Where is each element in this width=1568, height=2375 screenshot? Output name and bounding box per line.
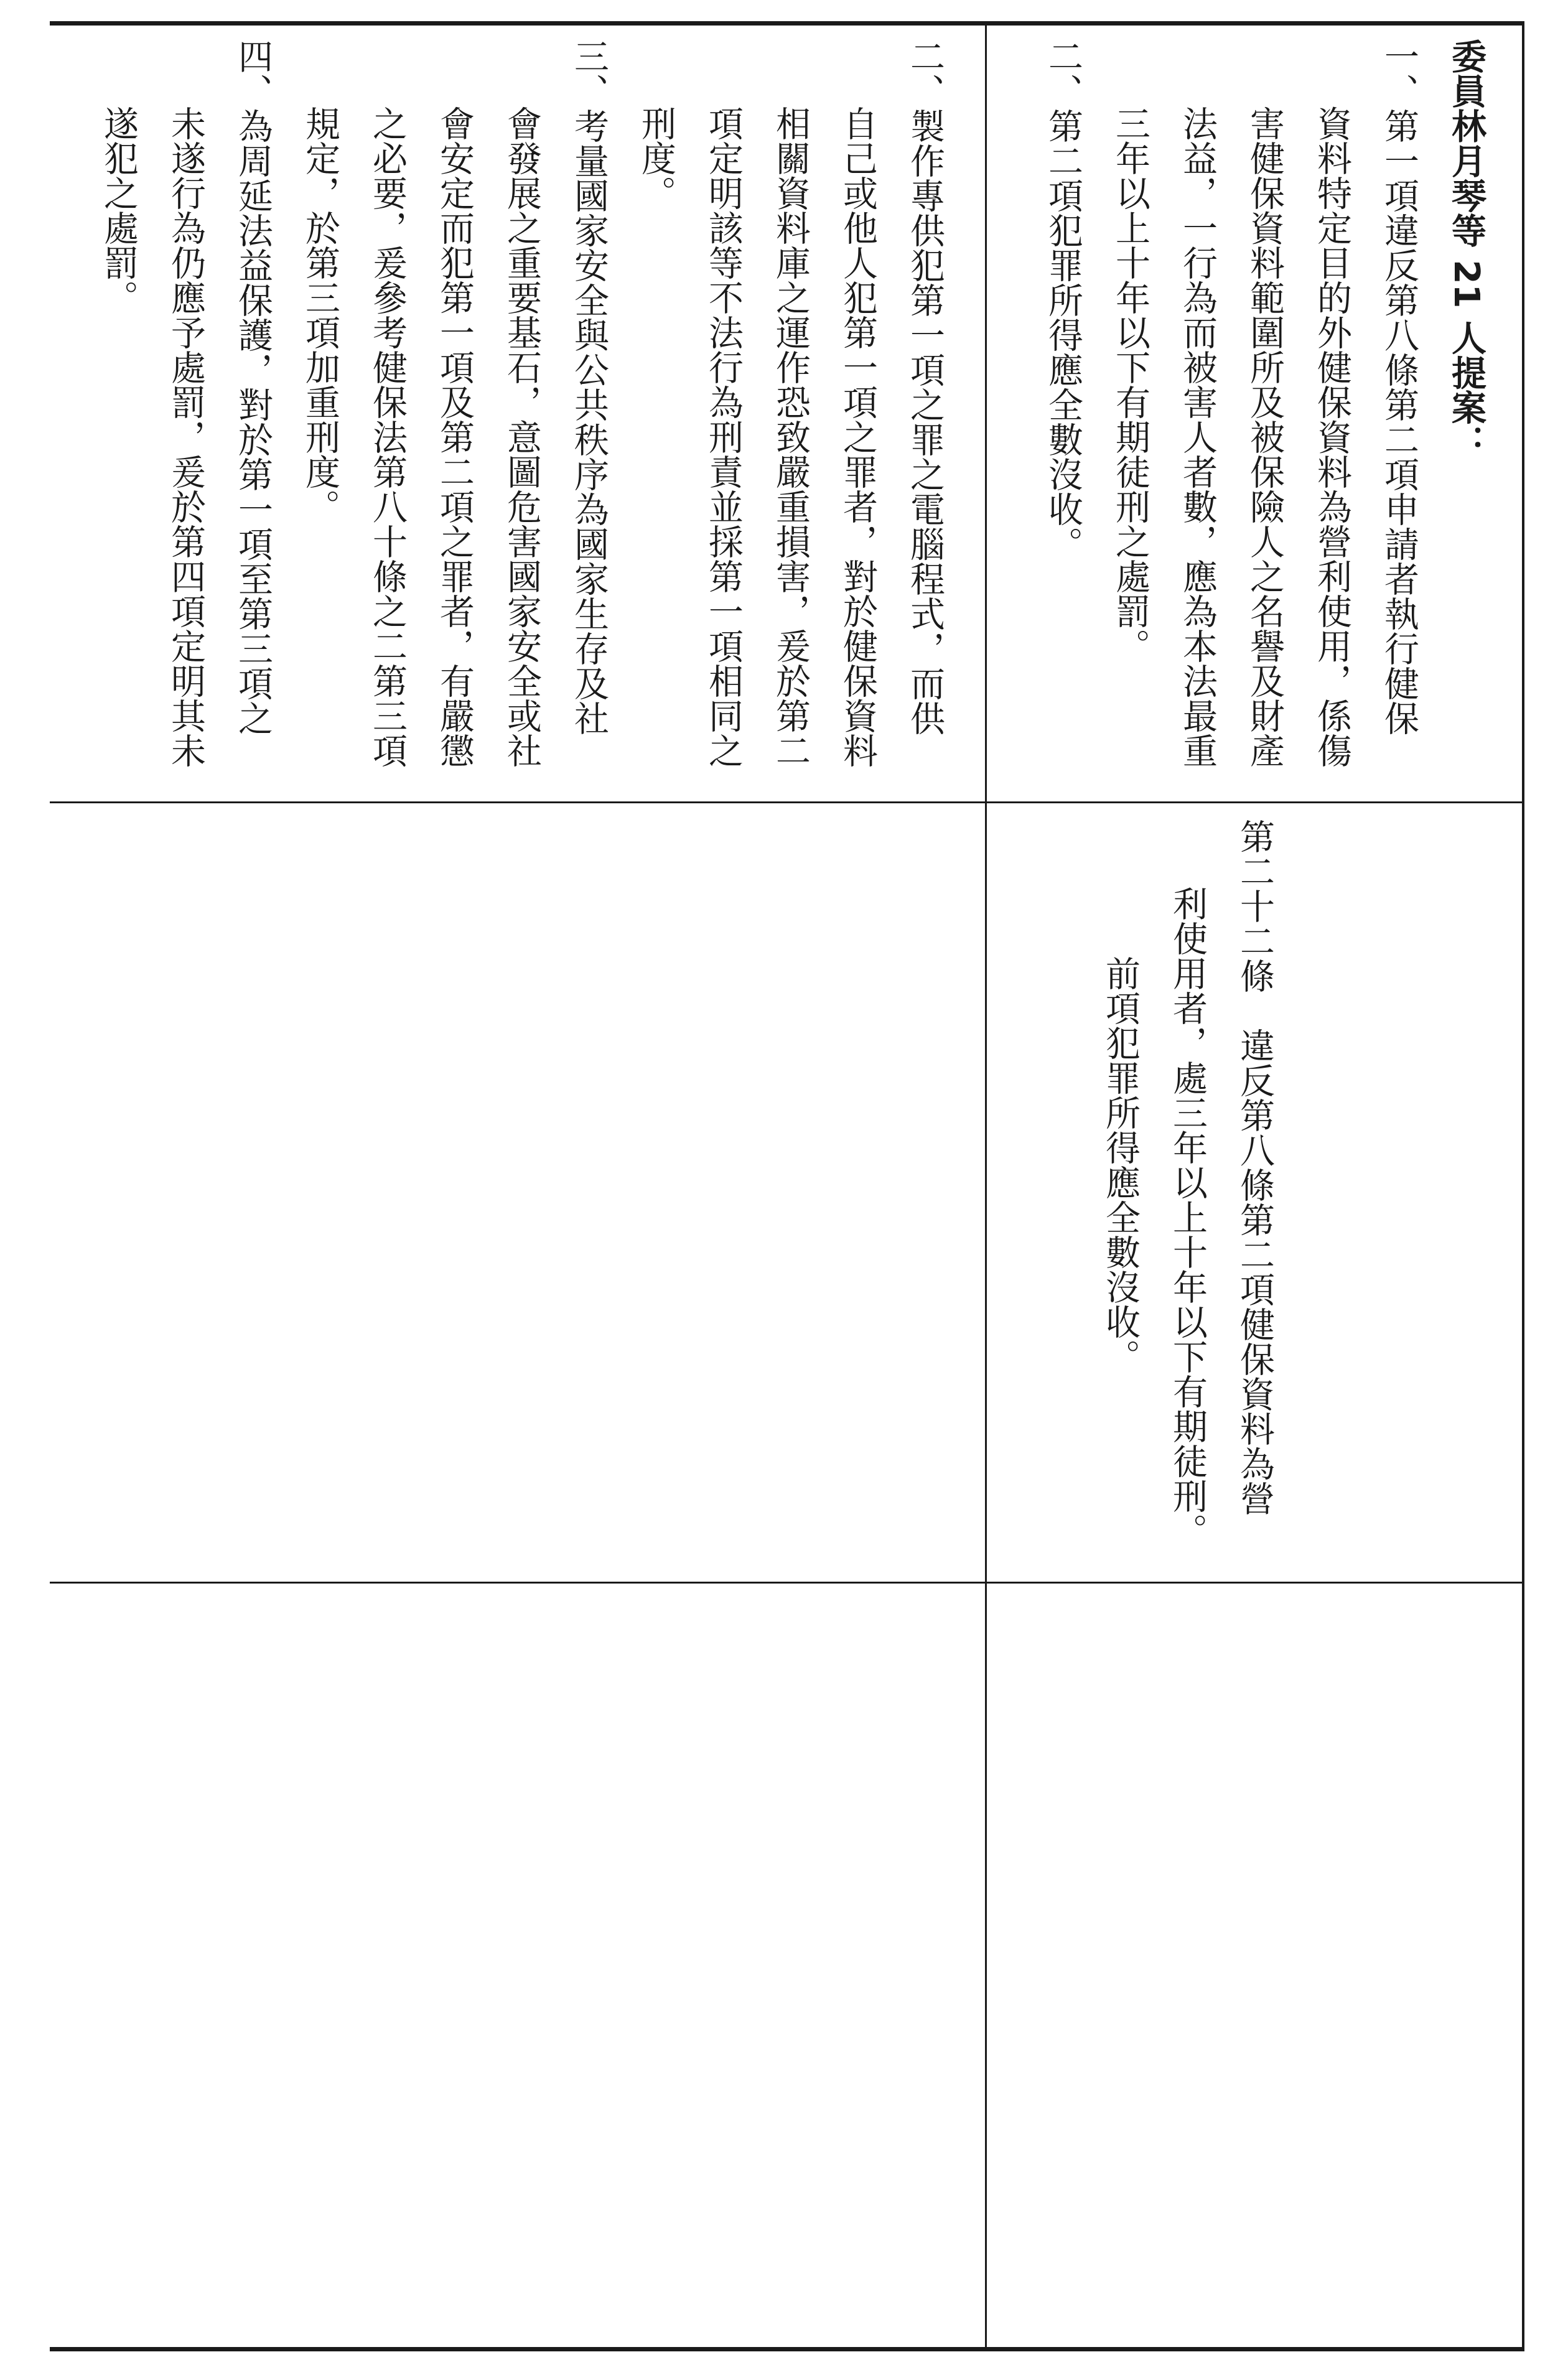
reason-line: 二、製作專供犯第一項之罪之電腦程式，而供 [905, 39, 945, 735]
article-line: 前項犯罪所得應全數沒收。 [1100, 956, 1141, 1374]
reason-line: 會安定而犯第一項及第二項之罪者，有嚴懲 [434, 106, 475, 768]
proposal-header: 委員林月琴等 21 人提案： [1446, 39, 1486, 460]
reason-line: 刑度。 [636, 106, 676, 210]
proposal-reason-line: 法益，一行為而被害人者數，應為本法最重 [1177, 106, 1218, 768]
article-line: 第二十二條 違反第八條第二項健保資料為營 [1234, 819, 1275, 1516]
article-line: 利使用者，處三年以上十年以下有期徒刑。 [1167, 886, 1208, 1548]
top-rule [50, 21, 1524, 26]
proposal-reason-line: 二、第二項犯罪所得應全數沒收。 [1043, 39, 1083, 561]
proposal-reason-cell [1002, 39, 1500, 785]
row-divider-1 [50, 801, 1524, 803]
proposal-reason-line: 害健保資料範圍所及被保險人之名譽及財產 [1244, 106, 1285, 768]
reason-text-previous [68, 39, 958, 785]
reason-line: 項定明該等不法行為刑責並採第一項相同之 [703, 106, 744, 768]
reason-line: 遂犯之處罰。 [98, 106, 139, 315]
proposal-reason-line: 資料特定目的外健保資料為營利使用，係傷 [1312, 106, 1352, 768]
proposal-reason-line: 三年以上十年以下有期徒刑之處罰。 [1110, 106, 1150, 663]
reason-line: 之必要，爰參考健保法第八十條之二第三項 [367, 106, 408, 768]
reason-line: 相關資料庫之運作恐致嚴重損害，爰於第二 [770, 106, 811, 768]
reason-line: 會發展之重要基石，意圖危害國家安全或社 [502, 106, 542, 768]
right-border [1522, 21, 1524, 2351]
column-divider [985, 21, 987, 2351]
reason-line: 未遂行為仍應予處罰，爰於第四項定明其未 [166, 106, 206, 768]
proposal-article-cell [1002, 819, 1288, 1565]
reason-line: 規定，於第三項加重刑度。 [300, 106, 340, 524]
bottom-rule [50, 2347, 1524, 2351]
reason-line: 三、考量國家安全與公共秩序為國家生存及社 [569, 39, 609, 735]
proposal-reason-line: 一、第一項違反第八條第二項申請者執行健保 [1379, 39, 1419, 735]
reason-line: 四、為周延法益保護，對於第一項至第三項之 [233, 39, 273, 735]
reason-line: 自己或他人犯第一項之罪者，對於健保資料 [838, 106, 878, 768]
row-divider-2 [50, 1582, 1524, 1584]
